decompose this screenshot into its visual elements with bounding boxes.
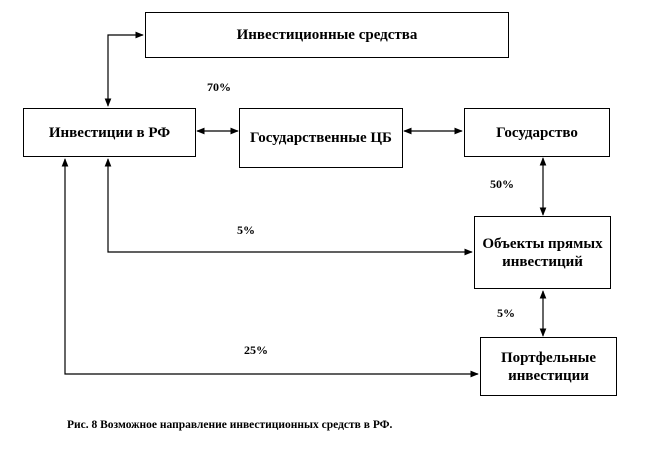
- government-securities-box: [239, 108, 403, 168]
- state-direct-share-label: 50%: [490, 177, 514, 191]
- investment-funds-text: Инвестиционные средства: [236, 27, 418, 43]
- direct-portfolio-share-label: 5%: [497, 306, 515, 320]
- portfolio-investments-box: [480, 337, 617, 396]
- state-text: Государство: [496, 124, 578, 141]
- arrow-investments-rf-portfolio-investments: [65, 159, 478, 374]
- investment-funds-box: [145, 12, 509, 58]
- government-securities-share-label: 70%: [207, 80, 231, 94]
- investments-rf-box: [23, 108, 196, 157]
- investments-rf-text: Инвестиции в РФ: [48, 124, 171, 141]
- figure-caption: Рис. 8 Возможное направление инвестиционных средств в РФ.: [67, 419, 393, 431]
- arrow-investments-rf-direct-investments: [108, 159, 472, 252]
- direct-investment-share-label: 5%: [237, 223, 255, 237]
- portfolio-investments-text: Портфельные инвестиции: [500, 349, 597, 384]
- direct-investment-objects-text: Объекты прямых инвестиций: [482, 235, 603, 270]
- state-box: [464, 108, 610, 157]
- government-securities-text: Государственные ЦБ: [250, 130, 392, 146]
- direct-investment-objects-box: [474, 216, 611, 289]
- arrow-funds-investments-rf: [108, 35, 143, 106]
- portfolio-investment-share-label: 25%: [244, 343, 268, 357]
